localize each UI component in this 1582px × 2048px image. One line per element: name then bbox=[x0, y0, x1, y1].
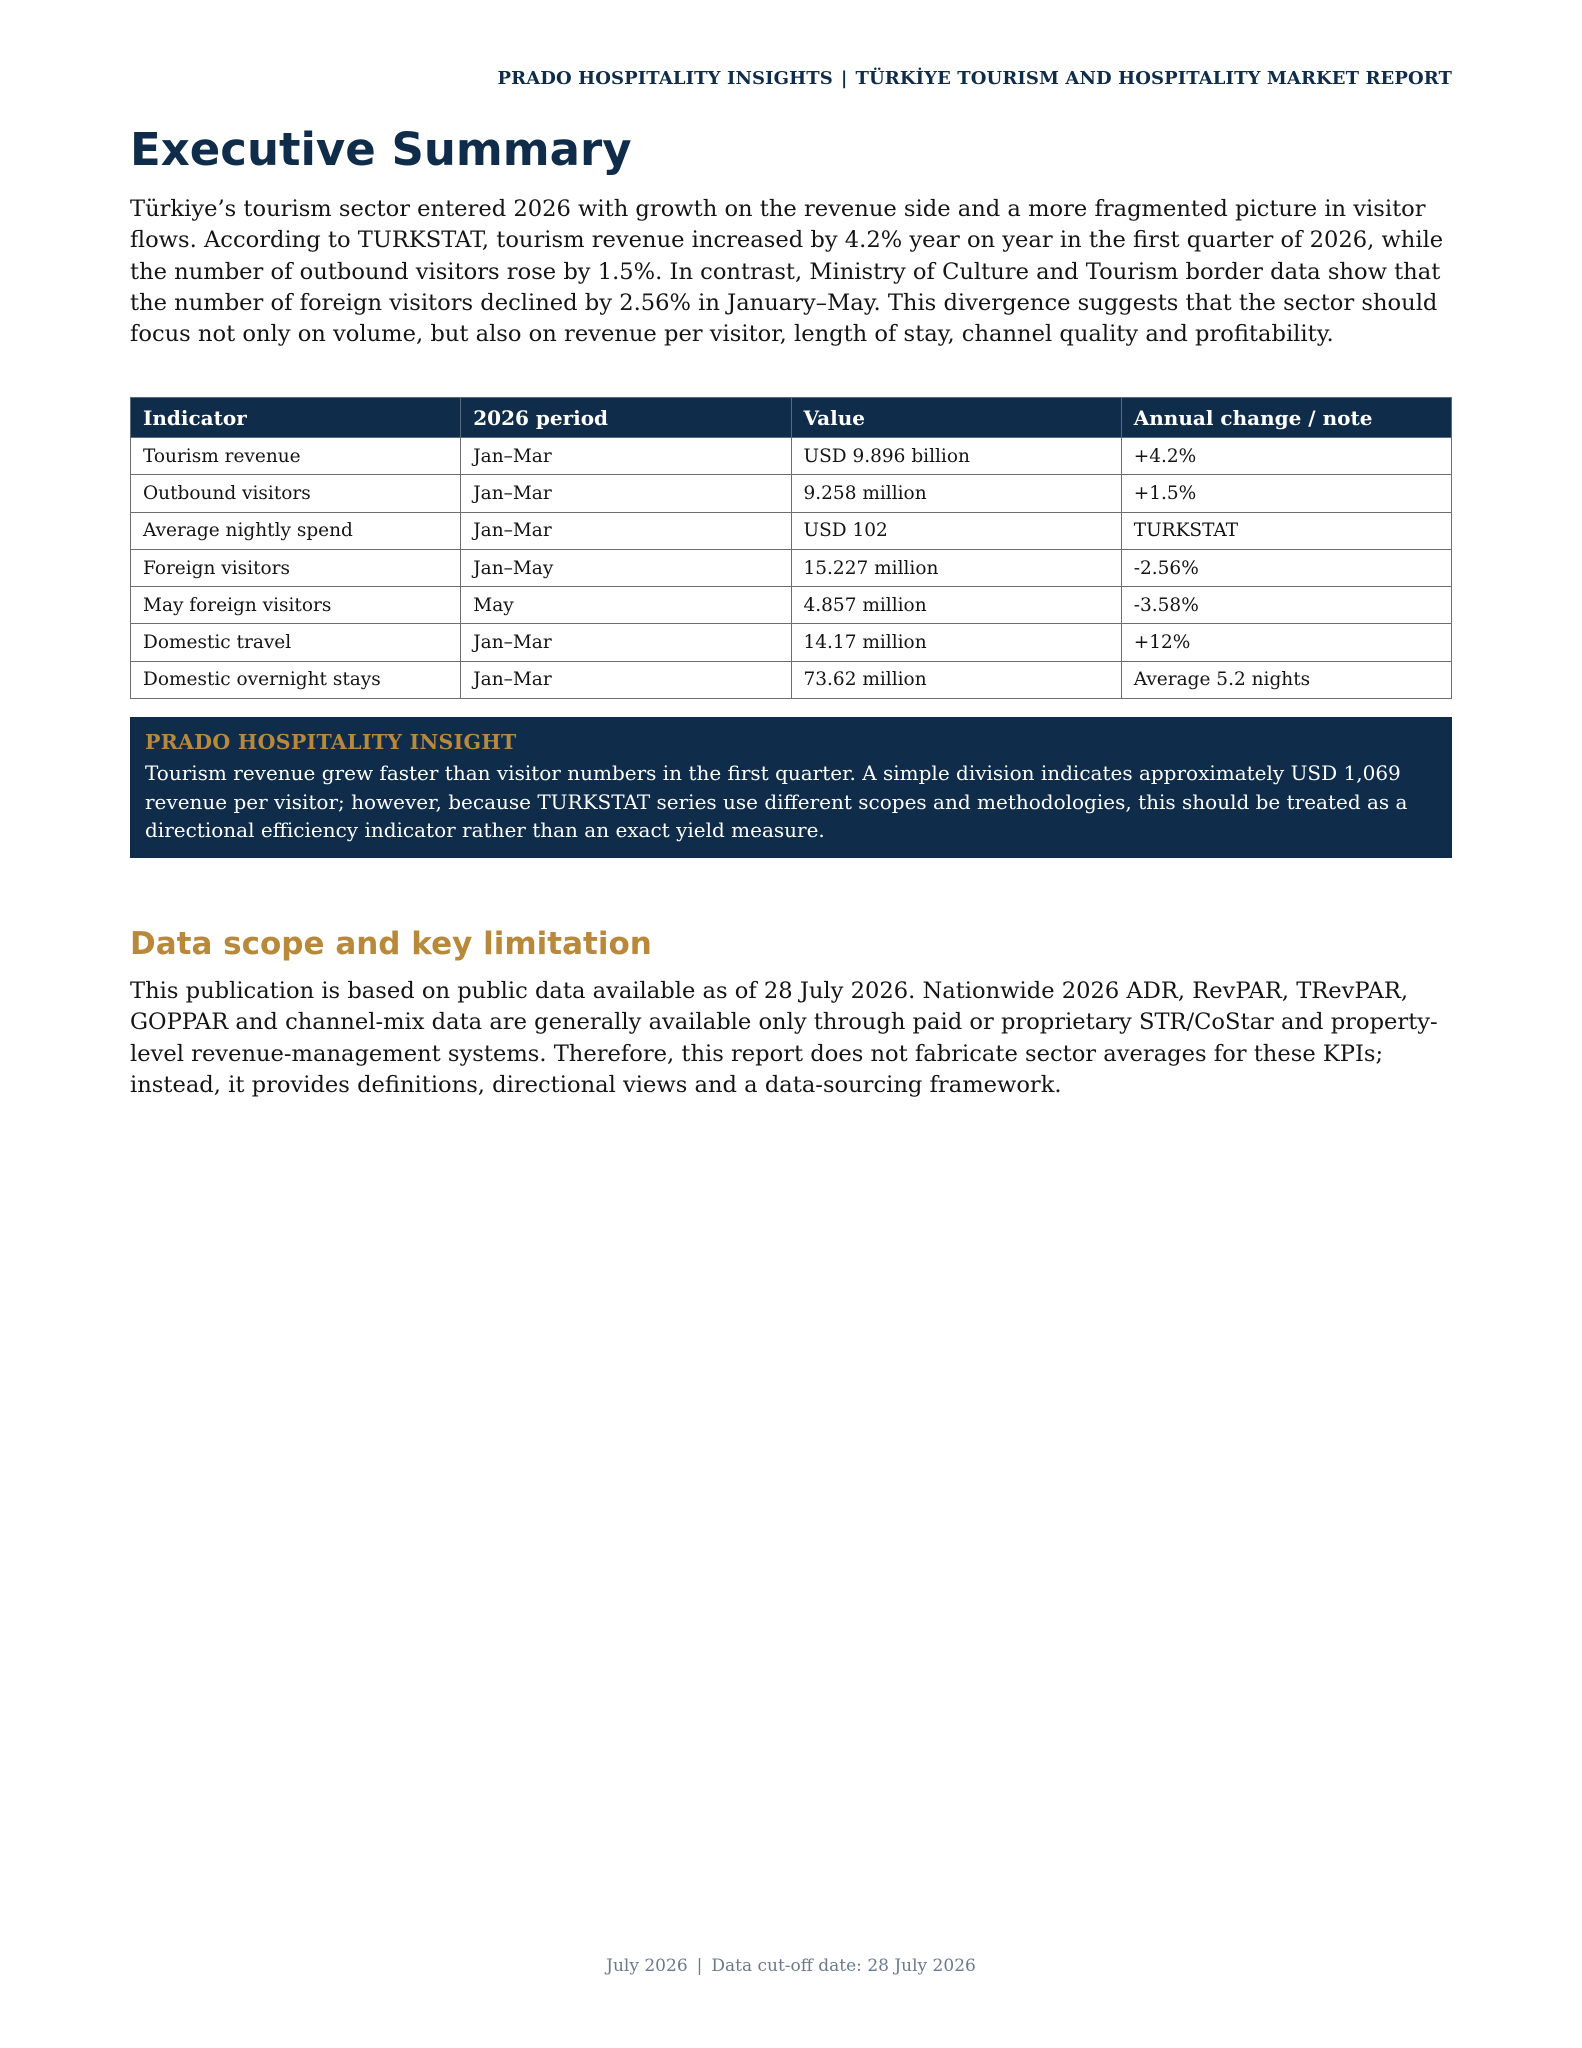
cell-change: +1.5% bbox=[1121, 475, 1451, 512]
cell-change: +4.2% bbox=[1121, 438, 1451, 475]
cell-indicator: Outbound visitors bbox=[131, 475, 461, 512]
footer-date: July 2026 bbox=[606, 1956, 688, 1976]
cell-value: 15.227 million bbox=[791, 549, 1121, 586]
page-footer bbox=[130, 1956, 1452, 1976]
cell-change: Average 5.2 nights bbox=[1121, 661, 1451, 698]
running-header bbox=[498, 68, 1452, 89]
cell-period: Jan–Mar bbox=[461, 661, 791, 698]
cell-period: Jan–Mar bbox=[461, 512, 791, 549]
report-page bbox=[130, 0, 1452, 2048]
section-title-data-scope: Data scope and key limitation bbox=[130, 926, 652, 962]
insight-title: PRADO HOSPITALITY INSIGHT bbox=[145, 730, 517, 754]
cell-period: Jan–May bbox=[461, 549, 791, 586]
column-header-change: Annual change / note bbox=[1121, 398, 1451, 438]
cell-change: TURKSTAT bbox=[1121, 512, 1451, 549]
report-title: TÜRKİYE TOURISM AND HOSPITALITY MARKET REPORT bbox=[855, 68, 1452, 89]
table-header-row bbox=[131, 398, 1452, 438]
cell-indicator: Tourism revenue bbox=[131, 438, 461, 475]
cell-indicator: Domestic travel bbox=[131, 624, 461, 661]
table-row bbox=[131, 438, 1452, 475]
table-row bbox=[131, 475, 1452, 512]
cell-indicator: May foreign visitors bbox=[131, 587, 461, 624]
column-header-indicator: Indicator bbox=[131, 398, 461, 438]
cell-value: 14.17 million bbox=[791, 624, 1121, 661]
table-row bbox=[131, 661, 1452, 698]
header-separator: | bbox=[840, 68, 848, 89]
insight-body: Tourism revenue grew faster than visitor numbers in the first quarter. A simple division indicates approximately USD 1,069 revenue per visitor; however, because TURKSTAT series use different scopes and methodologies, this should be treated as a directional efficiency indicator rather than an exact yield measure. bbox=[145, 761, 1408, 842]
cell-period: Jan–Mar bbox=[461, 624, 791, 661]
executive-summary-paragraph: Türkiye’s tourism sector entered 2026 with growth on the revenue side and a more fragmented picture in visitor flows. According to TURKSTAT, tourism revenue increased by 4.2% year on year in the first quarter of 2026, while the number of outbound visitors rose by 1.5%. In contrast, Ministry of Culture and Tourism border data show that the number of foreign visitors declined by 2.56% in January–May. This divergence suggests that the sector should focus not only on volume, but also on revenue per visitor, length of stay, channel quality and profitability. bbox=[130, 196, 1444, 348]
cell-period: May bbox=[461, 587, 791, 624]
data-scope-paragraph: This publication is based on public data available as of 28 July 2026. Nationwide 2026 ADR, RevPAR, TRevPAR, GOPPAR and channel-mix data are generally available only through paid or proprietary STR/CoStar and property-level revenue-management systems. Therefore, this report does not fabricate sector averages for these KPIs; instead, it provides definitions, directional views and a data-sourcing framework. bbox=[130, 978, 1438, 1098]
cell-period: Jan–Mar bbox=[461, 475, 791, 512]
table-row bbox=[131, 587, 1452, 624]
footer-cutoff: Data cut-off date: 28 July 2026 bbox=[711, 1956, 976, 1976]
cell-change: -2.56% bbox=[1121, 549, 1451, 586]
cell-change: -3.58% bbox=[1121, 587, 1451, 624]
cell-value: USD 102 bbox=[791, 512, 1121, 549]
cell-value: 4.857 million bbox=[791, 587, 1121, 624]
column-header-value: Value bbox=[791, 398, 1121, 438]
footer-separator: | bbox=[696, 1956, 703, 1976]
insight-callout-box bbox=[130, 717, 1452, 858]
table-row bbox=[131, 512, 1452, 549]
column-header-period: 2026 period bbox=[461, 398, 791, 438]
cell-value: 9.258 million bbox=[791, 475, 1121, 512]
table-row bbox=[131, 624, 1452, 661]
kpi-table bbox=[130, 397, 1452, 699]
cell-value: USD 9.896 billion bbox=[791, 438, 1121, 475]
cell-indicator: Domestic overnight stays bbox=[131, 661, 461, 698]
page-title: Executive Summary bbox=[130, 123, 632, 176]
cell-value: 73.62 million bbox=[791, 661, 1121, 698]
cell-indicator: Average nightly spend bbox=[131, 512, 461, 549]
table-row bbox=[131, 549, 1452, 586]
publisher-name: PRADO HOSPITALITY INSIGHTS bbox=[497, 68, 833, 89]
cell-indicator: Foreign visitors bbox=[131, 549, 461, 586]
cell-period: Jan–Mar bbox=[461, 438, 791, 475]
cell-change: +12% bbox=[1121, 624, 1451, 661]
